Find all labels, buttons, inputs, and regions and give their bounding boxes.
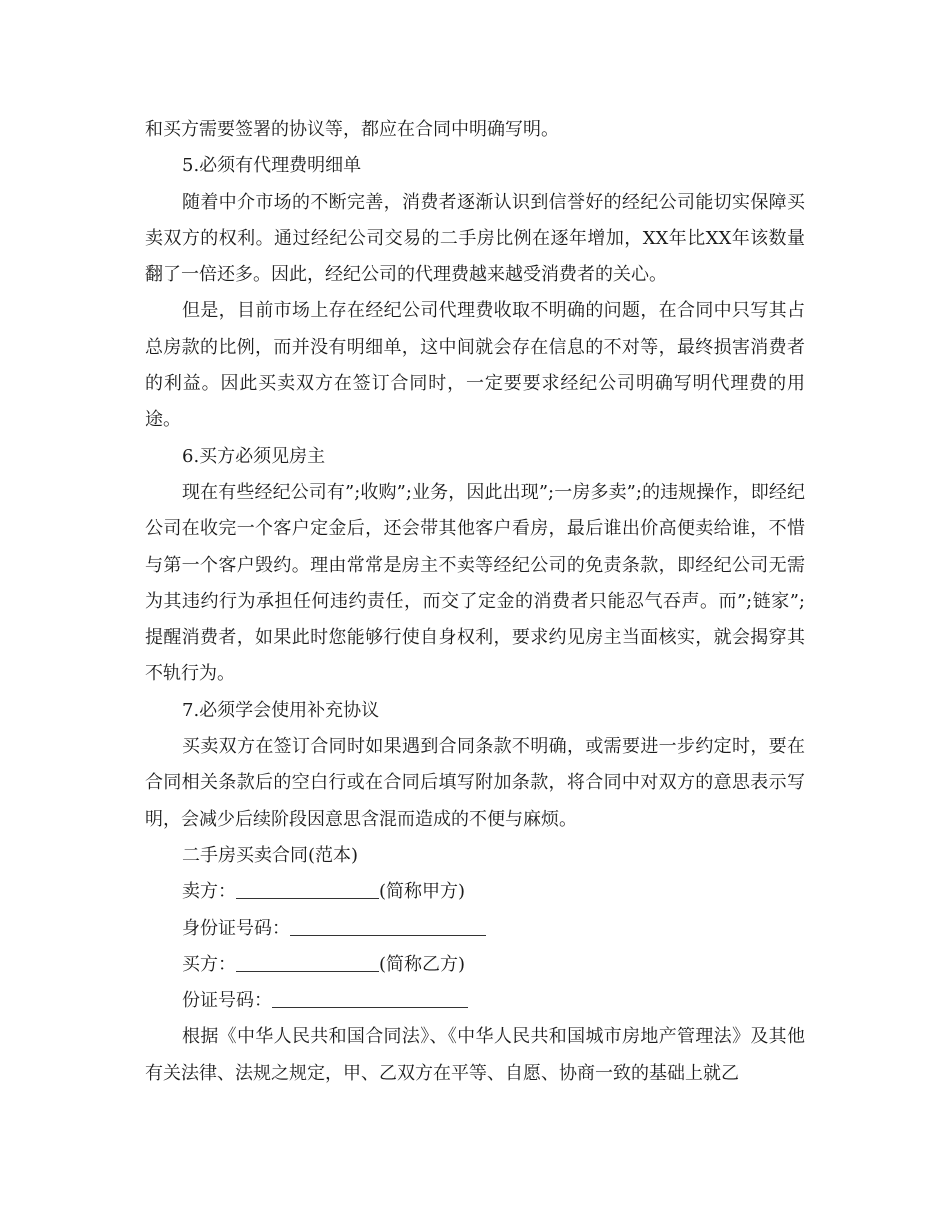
- section-heading-6: 6.买方必须见房主: [182, 445, 326, 467]
- paragraph-continuation: 和买方需要签署的协议等，都应在合同中明确写明。: [145, 119, 559, 140]
- buyer-fill-blank: [236, 951, 379, 972]
- seller-id-line: [145, 911, 805, 947]
- seller-line: [145, 874, 805, 910]
- seller-label: 卖方：: [182, 881, 236, 903]
- document-body: [145, 112, 805, 1092]
- buyer-id-fill-blank: [272, 987, 468, 1008]
- paragraph-agency-fee-intro: 随着中介市场的不断完善，消费者逐渐认识到信誉好的经纪公司能切实保障买卖双方的权利。通过经纪公司交易的二手房比例在逐年增加，XX年比XX年该数量翻了一倍还多。因此，经纪公司的代理费越来越受消费者的关心。: [145, 191, 805, 286]
- contract-title: 二手房买卖合同(范本): [182, 844, 359, 866]
- seller-id-label: 身份证号码：: [182, 917, 290, 939]
- paragraph-supplementary-agreement: 买卖双方在签订合同时如果遇到合同条款不明确，或需要进一步约定时，要在合同相关条款后的空白行或在合同后填写附加条款，将合同中对双方的意思表示写明，会减少后续阶段因意思含混而造成的不便与麻烦。: [145, 736, 805, 830]
- buyer-line: [145, 947, 805, 983]
- buyer-suffix: (简称乙方): [379, 953, 466, 975]
- paragraph-meet-owner: 现在有些经纪公司有”;收购”;业务，因此出现”;一房多卖”;的违规操作，即经纪公司在收完一个客户定金后，还会带其他客户看房，最后谁出价高便卖给谁，不惜与第一个客户毁约。理由常常是房主不卖等经纪公司的免责条款，即经纪公司无需为其违约行为承担任何违约责任，而交了定金的消费者只能忍气吞声。而”;链家”;提醒消费者，如果此时您能够行使自身权利，要求约见房主当面核实，就会揭穿其不轨行为。: [145, 481, 805, 685]
- paragraph-contract-basis: 根据《中华人民共和国合同法》、《中华人民共和国城市房地产管理法》及其他有关法律、法规之规定，甲、乙双方在平等、自愿、协商一致的基础上就乙: [145, 1026, 805, 1084]
- buyer-label: 买方：: [182, 953, 236, 975]
- section-heading-7: 7.必须学会使用补充协议: [182, 699, 380, 721]
- buyer-id-label: 份证号码：: [182, 990, 272, 1012]
- seller-id-fill-blank: [290, 915, 486, 936]
- section-heading-5: 5.必须有代理费明细单: [182, 155, 362, 177]
- buyer-id-line: [145, 983, 805, 1019]
- seller-suffix: (简称甲方): [379, 881, 466, 903]
- seller-fill-blank: [236, 878, 379, 899]
- paragraph-agency-fee-issue: 但是，目前市场上存在经纪公司代理费收取不明确的问题，在合同中只写其占总房款的比例，而并没有明细单，这中间就会存在信息的不对等，最终损害消费者的利益。因此买卖双方在签订合同时，一定要要求经纪公司明确写明代理费的用途。: [145, 300, 805, 431]
